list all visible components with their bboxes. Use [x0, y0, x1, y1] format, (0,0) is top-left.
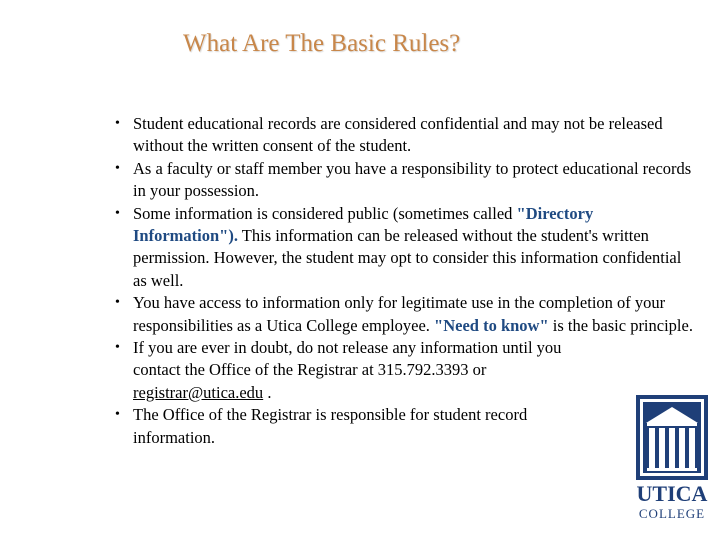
bullet-item — [113, 203, 693, 293]
bullet-item — [113, 292, 693, 337]
bullet-text: This information can be released without the student's written permission. However, the student may opt to consider this information confidential as well. — [133, 226, 682, 290]
registrar-email-link[interactable]: registrar@utica.edu — [133, 382, 264, 402]
bullet-item — [113, 404, 693, 449]
directory-information-term: "Directory Information"). — [133, 203, 594, 246]
bullet-text: is the basic principle. — [548, 315, 693, 335]
bullet-text: Some information is considered public (sometimes called — [133, 203, 517, 223]
logo-text-college: COLLEGE — [638, 506, 706, 521]
bullet-item — [113, 158, 693, 203]
bullet-text: The Office of the Registrar is responsible for student record information. — [133, 405, 528, 447]
building-icon — [636, 395, 708, 480]
bullet-text: You have access to information only for legitimate use in the completion of your responsibilities as a Utica College employee. — [133, 293, 666, 335]
bullet-text: If you are ever in doubt, do not release any information until you contact the Office of the Registrar at 315.792.3393 or — [133, 338, 562, 380]
logo-text-utica: UTICA — [636, 481, 708, 506]
bullet-item — [113, 337, 693, 404]
bullet-text: . — [263, 382, 272, 402]
bullet-list — [113, 113, 693, 449]
slide-title: What Are The Basic Rules? — [183, 30, 461, 57]
need-to-know-term: "Need to know" — [434, 315, 549, 335]
utica-college-logo — [636, 395, 708, 525]
bullet-text: As a faculty or staff member you have a responsibility to protect educational records in your possession. — [133, 158, 692, 201]
bullet-item — [113, 113, 693, 158]
bullet-text: Student educational records are considered confidential and may not be released without the written consent of the student. — [133, 114, 663, 156]
